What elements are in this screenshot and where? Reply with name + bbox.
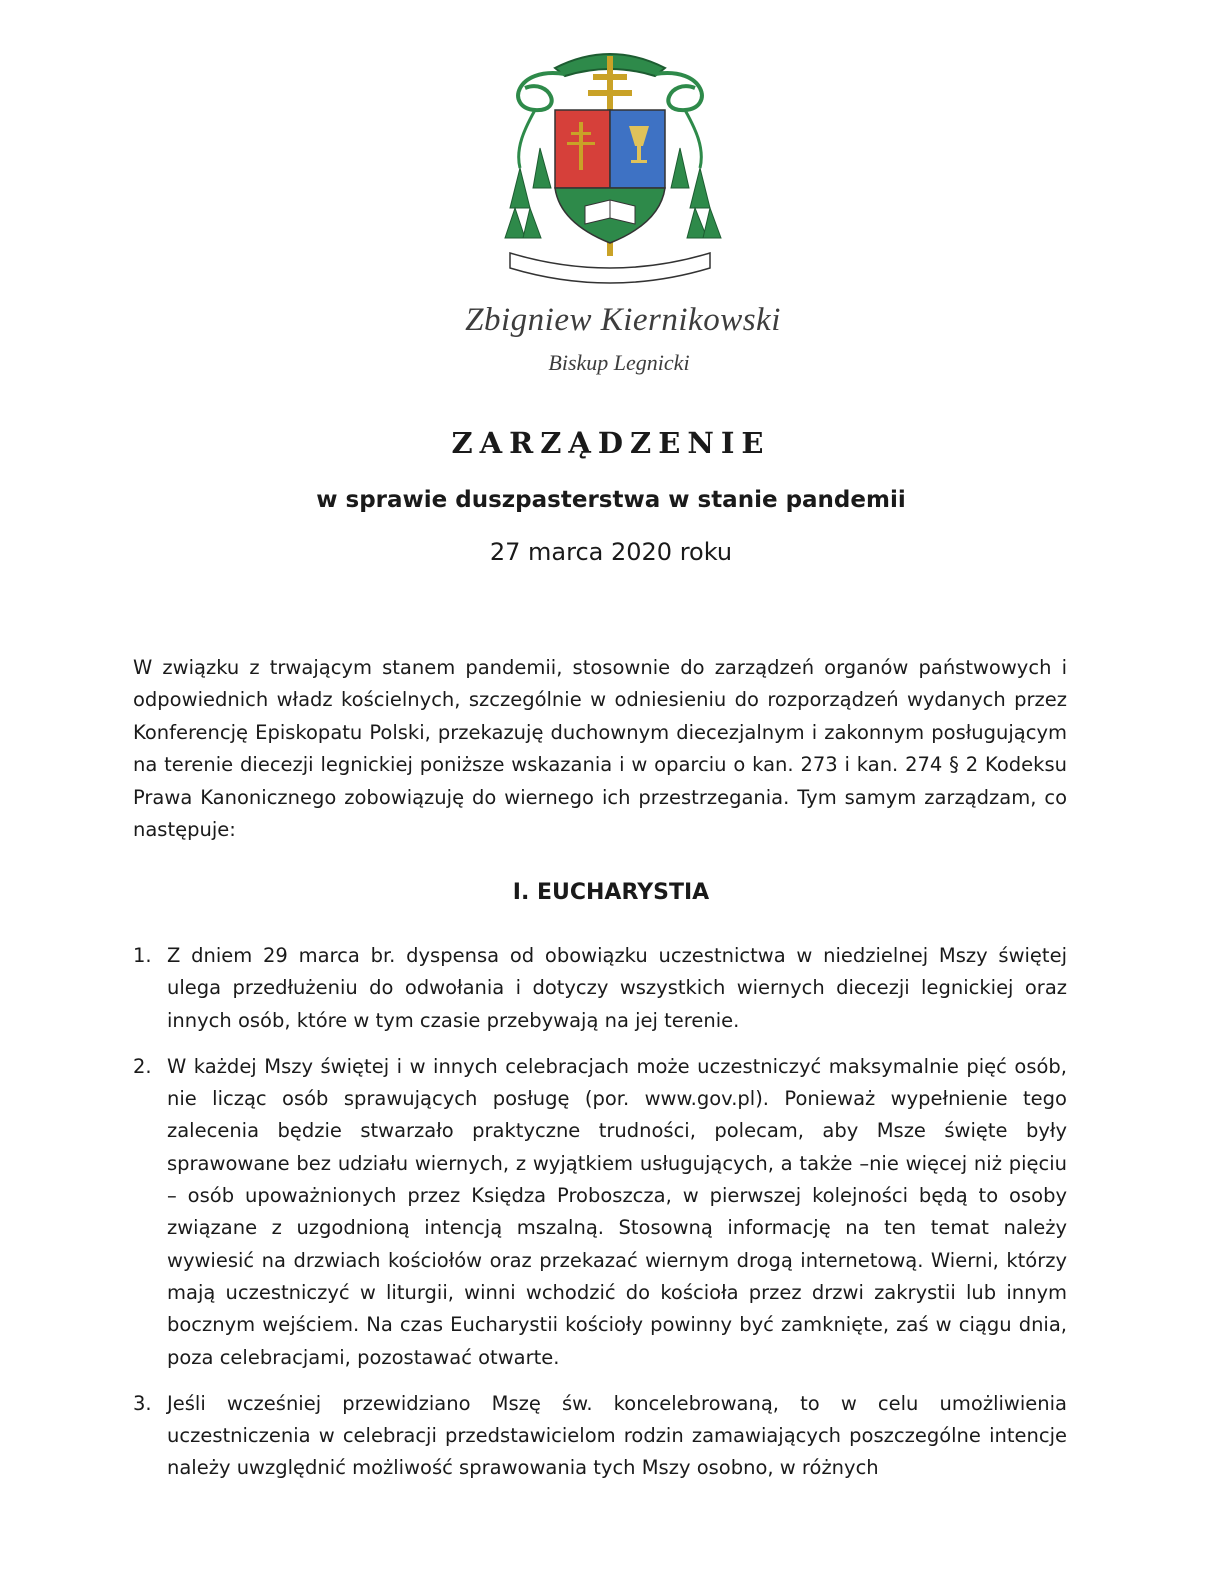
list-item (133, 1388, 1067, 1485)
author-role: Biskup Legnicki (548, 350, 690, 375)
ordinance-list (133, 940, 1067, 1499)
list-item-number: 3. (133, 1391, 152, 1415)
list-item (133, 1051, 1067, 1374)
document-subtitle: w sprawie duszpasterstwa w stanie pandemii (316, 487, 906, 513)
bishop-coat-of-arms (495, 38, 725, 288)
author-name: Zbigniew Kiernikowski (465, 302, 781, 338)
document-date: 27 marca 2020 roku (489, 538, 733, 566)
list-item-number: 1. (133, 944, 152, 967)
intro-paragraph: W związku z trwającym stanem pandemii, stosownie do zarządzeń organów państwowych i odpowiednich władz kościelnych, szczególnie w odniesieniu do rozporządzeń wydanych przez Konferencję Episkopatu Polski, przekazuję duchownym diecezjalnym i zakonnym posługującym na terenie diecezji legnickiej poniższe wskazania i w oparciu o kan. 273 i kan. 274 § 2 Kodeksu Prawa Kanonicznego zobowiązuję do wiernego ich przestrzegania. Tym samym zarządzam, co następuje: (133, 655, 1067, 841)
list-item-number: 2. (133, 1054, 152, 1078)
list-item-text: Z dniem 29 marca br. dyspensa od obowiązku uczestnictwa w niedzielnej Mszy świętej ulega przedłużeniu do odwołania i dotyczy wszystkich wiernych diecezji legnickiej oraz innych osób, które w tym czasie przebywają na jej terenie. (167, 944, 1067, 1032)
list-item-text: Jeśli wcześniej przewidziano Mszę św. koncelebrowaną, to w celu umożliwienia uczestniczenia w celebracji przedstawicielom rodzin zamawiających poszczególne intencje należy uwzględnić możliwość sprawowania tych Mszy osobno, w różnych (167, 1391, 1067, 1480)
list-item (133, 940, 1067, 1037)
coat-of-arms-graphic (495, 38, 725, 288)
list-item-text: W każdej Mszy świętej i w innych celebracjach może uczestniczyć maksymalnie pięć osób, nie licząc osób sprawujących posługę (por. www.gov.pl). Ponieważ wypełnienie tego zalecenia będzie stwarzało praktyczne trudności, polecam, aby Msze święte były sprawowane bez udziału wiernych, z wyjątkiem usługujących, a także –nie więcej niż pięciu – osób upoważnionych przez Księdza Proboszcza, w pierwszej kolejności będą to osoby związane z uzgodnioną intencją mszalną. Stosowną informację na ten temat należy wywiesić na drzwiach kościołów oraz przekazać wiernym drogą internetową. Wierni, którzy mają uczestniczyć w liturgii, winni wchodzić do kościoła przez drzwi zakrystii lub innym bocznym wejściem. Na czas Eucharystii kościoły powinny być zamknięte, zaś w ciągu dnia, poza celebracjami, pozostawać otwarte. (167, 1054, 1067, 1369)
section-title: I. EUCHARYSTIA (512, 880, 710, 905)
document-title: ZARZĄDZENIE (451, 426, 771, 460)
